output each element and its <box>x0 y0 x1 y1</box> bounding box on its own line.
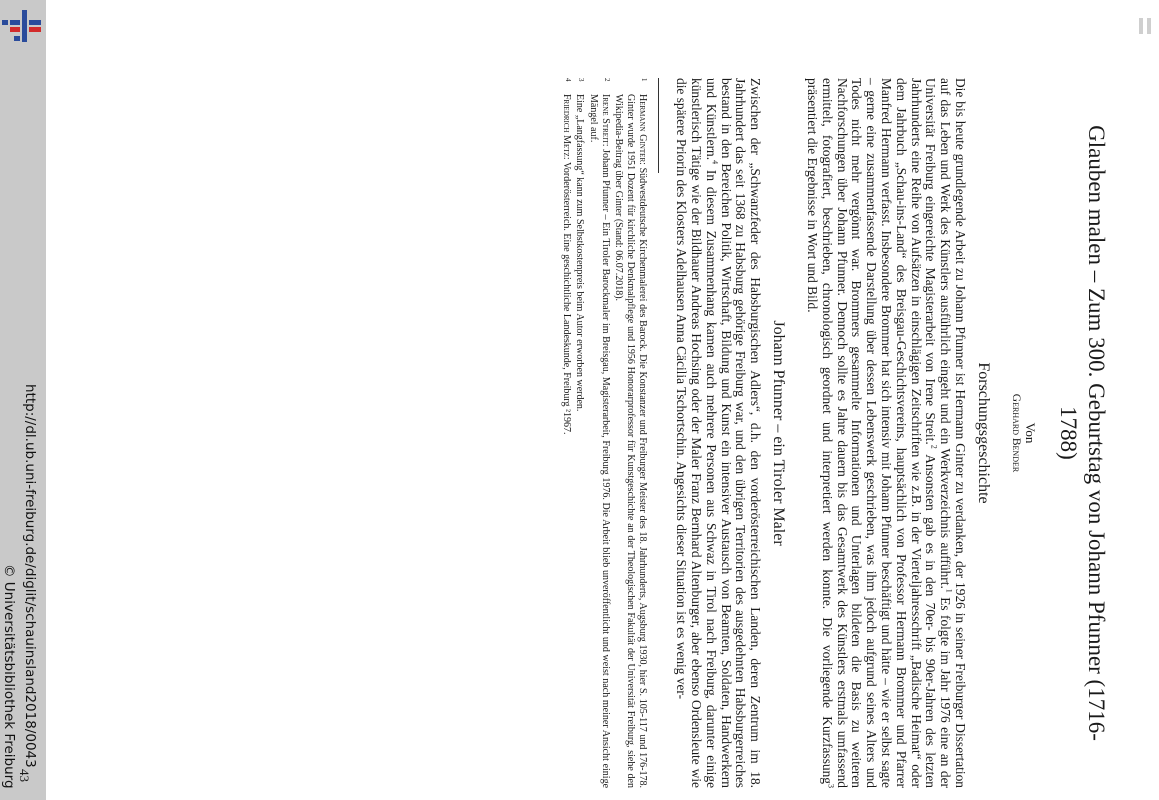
section-heading-tiroler-maler: Johann Pfunner – ein Tiroler Maler <box>770 320 788 546</box>
footnote-ref-2: 2 <box>929 444 939 449</box>
footnote-ref-3: 3 <box>826 784 836 788</box>
corner-marker-icon <box>1137 0 1157 40</box>
footnote-1: 1 Hermann Ginter: Südwestdeutsche Kirchenmalerei des Barock. Die Konstanzer und Freiburger Meister des 18. Jahrhunderts, Augsburg 1930, hier S. 105-117 und 176-178. Ginter wurde 1951 Dozent für kirchliche Denkmalpflege und 1956 Honorarprofessor für Kunstgeschichte an der Theologischen Fakultät der Universität Freiburg, siehe den Wikipedia-Beitrag über Ginter (Stand: 06.07.2018). <box>613 78 649 788</box>
footnote-4: 4 Friedrich Metz: Vorderösterreich. Eine geschichtliche Landeskunde, Freiburg ²1967. <box>561 78 573 435</box>
article-title: Glauben malen – Zum 300. Geburtstag von Johann Pfunner (1716-1788) <box>1056 125 1109 741</box>
author-name: Gerhard Bender <box>1010 393 1022 473</box>
document-page <box>10 78 1110 788</box>
page-number: 43 <box>17 769 32 782</box>
footnote-ref-1: 1 <box>944 588 954 593</box>
footnote-2: 2 Irene Streit: Johann Pfunner – Ein Tiroler Barockmaler im Breisgau, Magisterarbeit, Freiburg 1976. Die Arbeit blieb unveröffentlicht und weist nach meiner Ansicht einige Mängel auf. <box>587 78 611 789</box>
section-heading-forschungsgeschichte: Forschungsgeschichte <box>975 362 992 504</box>
paragraph-tiroler-maler: Zwischen der „Schwanzfeder des Habsburgischen Adlers“, d.h. den vorderösterreichischen Landen, deren Zentrum im 18. Jahrhundert das seit 1368 zu Habsburg gehörige Freiburg war, und den übrigen Territorien des ausgedehnten Habsburgerreiches bestand in den Bereichen Politik, Wirtschaft, Bildung und Kunst ein intensiver Austausch von Beamten, Soldaten, Handwerkern und Künstlern.$^4$ In diesem Zusammenhang kamen auch mehrere Personen aus Schwaz in Tirol nach Freiburg, darunter einige künstlerisch Tätige wie der Bildhauer Andreas Hochsing oder der Maler Franz Bernhard Altenburger, aber ebenso Ordensleute wie die spätere Priorin des Klosters Adelhausen Anna Cäcilia Tschortschin. Angesichts dieser Situation ist es wenig ver- <box>674 78 764 789</box>
footnote-3: 3 Eine „Langfassung“ kann zum Selbstkostenpreis beim Autor erworben werden. <box>574 78 586 412</box>
ub-freiburg-logo-icon <box>2 4 44 48</box>
footnote-ref-4: 4 <box>710 160 720 165</box>
author-prefix: Von <box>1023 422 1038 444</box>
paragraph-forschungsgeschichte: Die bis heute grundlegende Arbeit zu Johann Pfunner ist Hermann Ginter zu verdanken, der 1926 in seiner Freiburger Dissertation auf das Leben und Werk des Künstlers ausführlich eingeht und ein Werkverzeichnis aufführt.$^1$ Es folgte im Jahr 1976 eine an der Universität Freiburg eingereichte Magisterarbeit von Irene Streit.$^2$ Ansonsten gab es in den 70er- bis 90er-Jahren des letzten Jahrhunderts eine Reihe von Aufsätzen in einschlägigen Zeitschriften wie z.B. in der Vierteljahresschrift „Badische Heimat“ oder dem Jahrbuch „Schau-ins-Land“ des Breisgau-Geschichtsvereins, hauptsächlich von Professor Hermann Brommer und Pfarrer Manfred Hermann verfasst. Insbesondere Brommer hat sich intensiv mit Johann Pfunner beschäftigt und hätte – wie er selbst sagte – gerne eine zusammenfassende Darstellung über dessen Lebenswerk geschrieben, was ihm jedoch aufgrund seines Alters und Todes nicht mehr vergönnt war. Brommers gesammelte Informationen und Unterlagen bildeten die Basis zu weiteren Nachforschungen über Johann Pfunner. Dennoch sollte es Jahre dauern bis das Gesamtwerk des Künstlers erstmals umfassend ermittelt, fotografiert, beschrieben, chronologisch geordnet und interpretiert werden konnte. Die vorliegende Kurzfassung$^3$ präsentiert die Ergebnisse in Wort und Bild. <box>805 78 968 789</box>
footnote-divider <box>658 78 659 173</box>
watermark-copyright: © Universitätsbibliothek Freiburg <box>1 564 17 789</box>
watermark-url[interactable]: http://dl.ub.uni-freiburg.de/diglit/schauinsland2018/0043 <box>22 384 38 768</box>
